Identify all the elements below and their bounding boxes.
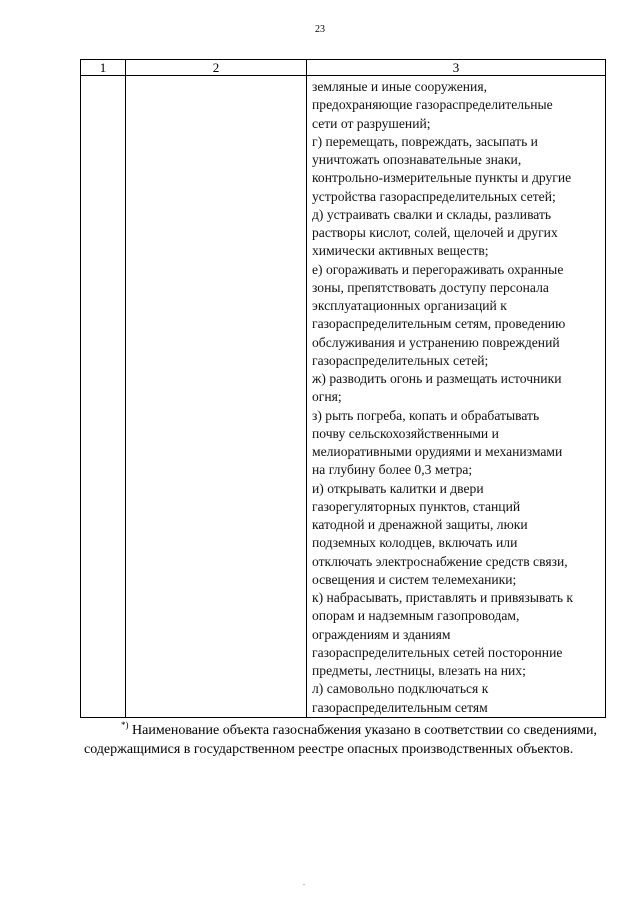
table-text-line: отключать электроснабжение средств связи, bbox=[312, 553, 568, 569]
table-text-line: земляные и иные сооружения, bbox=[312, 79, 487, 94]
table-text-line: ограждениям и зданиям bbox=[312, 626, 451, 642]
table-header-row bbox=[81, 60, 606, 76]
footnote-text: Наименование объекта газоснабжения указано в соответствии со сведениями, содержащимися в государственном реестре опасных производственных объектов. bbox=[84, 723, 597, 757]
table-text-line: химически активных веществ; bbox=[312, 243, 489, 259]
table-text-line: л) самовольно подключаться к bbox=[312, 681, 489, 697]
table-text-line: растворы кислот, солей, щелочей и других bbox=[312, 225, 558, 240]
table-text-line: д) устраивать свалки и склады, разливать bbox=[312, 206, 552, 222]
table-text-line: газорегуляторных пунктов, станций bbox=[312, 498, 521, 514]
column-header-2: 2 bbox=[126, 60, 307, 76]
table-text-line: почву сельскохозяйственными и bbox=[312, 425, 499, 441]
table-text-line: и) открывать калитки и двери bbox=[312, 480, 484, 496]
table-text-line: предохраняющие газораспределительные bbox=[312, 97, 553, 113]
table-text-line: подземных колодцев, включать или bbox=[312, 535, 518, 551]
table-text-line: обслуживания и устранению повреждений bbox=[312, 334, 560, 350]
table-text-line: е) огораживать и перегораживать охранные bbox=[312, 261, 564, 277]
table-text-line: на глубину более 0,3 метра; bbox=[312, 462, 473, 478]
footnote-marker: *) bbox=[121, 720, 129, 730]
column-header-3: 3 bbox=[307, 60, 606, 76]
table-text-line: газораспределительных сетей; bbox=[312, 352, 489, 368]
table-text-line: опорам и надземным газопроводам, bbox=[312, 608, 520, 624]
table-text-line: зоны, препятствовать доступу персонала bbox=[312, 279, 549, 295]
table-text-line: мелиоративными орудиями и механизмами bbox=[312, 444, 563, 459]
table-text-line: газораспределительным сетям, проведению bbox=[312, 316, 566, 332]
table-row bbox=[81, 76, 606, 718]
table-text-line: огня; bbox=[312, 389, 342, 405]
document-table bbox=[80, 59, 606, 718]
table-text-line: эксплуатационных организаций к bbox=[312, 298, 507, 313]
footnote bbox=[84, 721, 597, 759]
page-number: 23 bbox=[315, 24, 325, 35]
table-cell-col3 bbox=[307, 76, 606, 718]
table-text-line: устройства газораспределительных сетей; bbox=[312, 188, 556, 204]
table-text-line: сети от разрушений; bbox=[312, 115, 431, 131]
table-text-line: катодной и дренажной защиты, люки bbox=[312, 517, 528, 532]
table-text-line: к) набрасывать, приставлять и привязывать к bbox=[312, 590, 574, 605]
table-text-line: освещения и систем телемеханики; bbox=[312, 571, 517, 587]
table-text-line: г) перемещать, повреждать, засыпать и bbox=[312, 133, 538, 149]
table-cell-col1 bbox=[81, 76, 126, 718]
table-text-line: газораспределительным сетям bbox=[312, 699, 488, 715]
table-cell-col2 bbox=[126, 76, 307, 718]
table-text-line: ж) разводить огонь и размещать источники bbox=[312, 371, 562, 386]
column-header-1: 1 bbox=[81, 60, 126, 76]
table-text-line: газораспределительных сетей посторонние bbox=[312, 644, 563, 660]
table-text-line: предметы, лестницы, влезать на них; bbox=[312, 663, 526, 678]
table-text-line: контрольно-измерительные пункты и другие bbox=[312, 170, 572, 186]
scan-speck bbox=[303, 884, 305, 885]
table-text-line: уничтожать опознавательные знаки, bbox=[312, 152, 522, 167]
table-text-line: з) рыть погреба, копать и обрабатывать bbox=[312, 407, 540, 423]
